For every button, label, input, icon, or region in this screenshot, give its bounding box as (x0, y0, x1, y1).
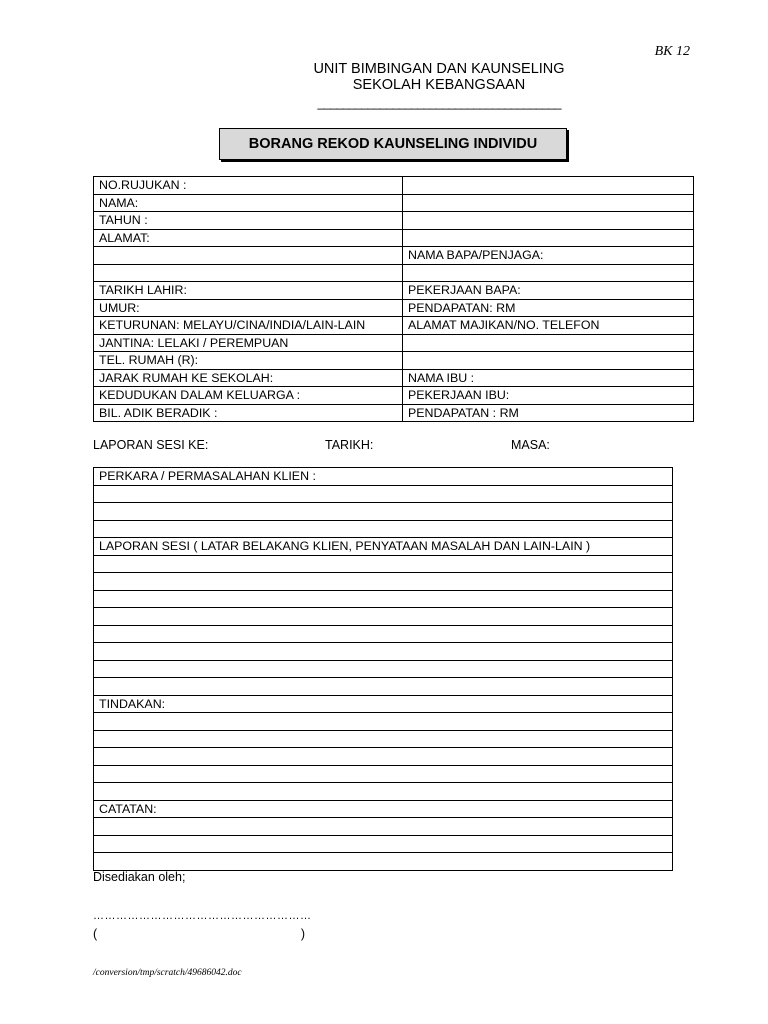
info-cell-left: JANTINA: LELAKI / PEREMPUAN (94, 334, 403, 352)
info-row (94, 194, 694, 212)
report-row (94, 730, 673, 748)
report-row (94, 468, 673, 486)
report-blank-line (94, 853, 673, 871)
info-row (94, 247, 694, 265)
report-row (94, 503, 673, 521)
unit-heading: UNIT BIMBINGAN DAN KAUNSELING (313, 61, 565, 77)
paren-open: ( (93, 927, 98, 941)
report-row (94, 800, 673, 818)
info-row (94, 317, 694, 335)
report-blank-line (94, 485, 673, 503)
info-row (94, 369, 694, 387)
report-row (94, 695, 673, 713)
signature-line: ………………………………………………… (93, 910, 312, 922)
prepared-by-label: Disediakan oleh; (93, 870, 186, 884)
info-cell-right (403, 194, 694, 212)
info-cell-right: ALAMAT MAJIKAN/NO. TELEFON (403, 317, 694, 335)
info-cell-right (403, 229, 694, 247)
info-cell-left: JARAK RUMAH KE SEKOLAH: (94, 369, 403, 387)
report-section-label: PERKARA / PERMASALAHAN KLIEN : (94, 468, 673, 486)
info-row (94, 404, 694, 422)
info-cell-left: NAMA: (94, 194, 403, 212)
report-blank-line (94, 713, 673, 731)
report-blank-line (94, 783, 673, 801)
info-cell-left: TAHUN : (94, 212, 403, 230)
info-cell-right (403, 177, 694, 195)
info-row (94, 177, 694, 195)
report-row (94, 538, 673, 556)
report-blank-line (94, 748, 673, 766)
report-section-label: CATATAN: (94, 800, 673, 818)
info-cell-right: PEKERJAAN BAPA: (403, 282, 694, 300)
student-info-table (93, 176, 694, 422)
info-cell-left: TEL. RUMAH (R): (94, 352, 403, 370)
report-blank-line (94, 730, 673, 748)
report-blank-line (94, 835, 673, 853)
report-row (94, 643, 673, 661)
report-blank-line (94, 765, 673, 783)
info-cell-left: BIL. ADIK BERADIK : (94, 404, 403, 422)
info-cell-right: NAMA BAPA/PENJAGA: (403, 247, 694, 265)
info-row (94, 387, 694, 405)
report-blank-line (94, 590, 673, 608)
report-row (94, 765, 673, 783)
report-row (94, 573, 673, 591)
report-row (94, 555, 673, 573)
info-cell-right (403, 334, 694, 352)
report-blank-line (94, 573, 673, 591)
info-row (94, 334, 694, 352)
session-time-label: MASA: (511, 438, 550, 452)
info-cell-left: KEDUDUKAN DALAM KELUARGA : (94, 387, 403, 405)
report-blank-line (94, 643, 673, 661)
info-cell-left: TARIKH LAHIR: (94, 282, 403, 300)
report-section-label: LAPORAN SESI ( LATAR BELAKANG KLIEN, PENYATAAN MASALAH DAN LAIN-LAIN ) (94, 538, 673, 556)
report-row (94, 625, 673, 643)
info-cell-right: PENDAPATAN : RM (403, 404, 694, 422)
file-path-footer: /conversion/tmp/scratch/49686042.doc (93, 968, 242, 978)
session-report-table (93, 467, 673, 871)
info-row (94, 352, 694, 370)
report-row (94, 783, 673, 801)
info-cell-right (403, 264, 694, 282)
paren-close: ) (300, 927, 305, 941)
report-section-label: TINDAKAN: (94, 695, 673, 713)
report-row (94, 678, 673, 696)
info-cell-left: NO.RUJUKAN : (94, 177, 403, 195)
info-cell-right: NAMA IBU : (403, 369, 694, 387)
report-row (94, 485, 673, 503)
report-row (94, 713, 673, 731)
info-row (94, 299, 694, 317)
report-blank-line (94, 660, 673, 678)
report-row (94, 608, 673, 626)
session-number-label: LAPORAN SESI KE: (93, 438, 209, 452)
report-blank-line (94, 503, 673, 521)
report-row (94, 520, 673, 538)
report-row (94, 818, 673, 836)
report-blank-line (94, 608, 673, 626)
report-blank-line (94, 818, 673, 836)
report-blank-line (94, 625, 673, 643)
report-row (94, 853, 673, 871)
info-cell-right: PENDAPATAN: RM (403, 299, 694, 317)
info-row (94, 212, 694, 230)
form-code: BK 12 (654, 44, 690, 59)
form-title: BORANG REKOD KAUNSELING INDIVIDU (219, 128, 567, 160)
report-row (94, 590, 673, 608)
signatory-name-brackets (93, 927, 305, 941)
school-heading: SEKOLAH KEBANGSAAN (352, 77, 526, 93)
report-blank-line (94, 678, 673, 696)
report-blank-line (94, 555, 673, 573)
info-cell-left: UMUR: (94, 299, 403, 317)
report-blank-line (94, 520, 673, 538)
info-cell-left: ALAMAT: (94, 229, 403, 247)
info-row (94, 229, 694, 247)
info-cell-left: KETURUNAN: MELAYU/CINA/INDIA/LAIN-LAIN (94, 317, 403, 335)
info-row (94, 264, 694, 282)
school-name-underline: _______________________________________ (317, 95, 561, 110)
info-cell-right (403, 352, 694, 370)
report-row (94, 660, 673, 678)
info-cell-right (403, 212, 694, 230)
info-cell-left (94, 264, 403, 282)
session-date-label: TARIKH: (325, 438, 374, 452)
info-row (94, 282, 694, 300)
info-cell-right: PEKERJAAN IBU: (403, 387, 694, 405)
info-cell-left (94, 247, 403, 265)
report-row (94, 748, 673, 766)
report-row (94, 835, 673, 853)
